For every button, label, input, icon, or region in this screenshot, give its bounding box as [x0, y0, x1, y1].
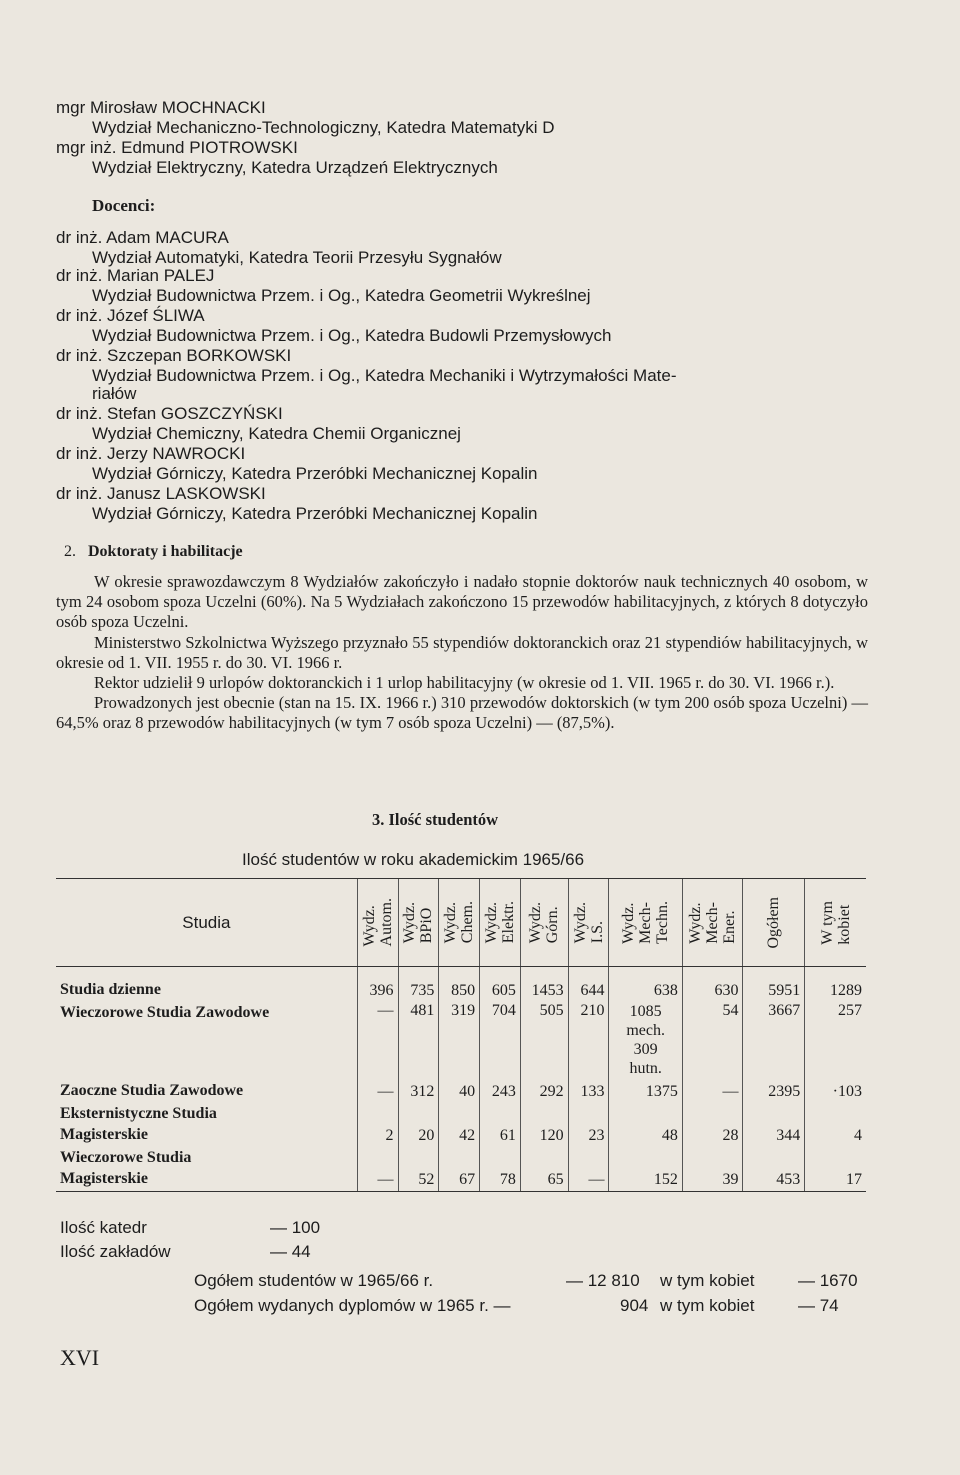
- table-cell: 319: [439, 1002, 480, 1080]
- table-cell: 396: [357, 967, 398, 1003]
- table-cell: 257: [805, 1002, 866, 1080]
- column-header: [439, 879, 480, 967]
- column-header: Studia: [56, 879, 357, 967]
- table-cell: —: [357, 1080, 398, 1103]
- table-cell: 120: [520, 1103, 568, 1147]
- person-dept: Wydział Budownictwa Przem. i Og., Katedra Budowli Przemysłowych: [92, 326, 612, 345]
- person-dept: Wydział Budownictwa Przem. i Og., Katedra Geometrii Wykreślnej: [92, 286, 591, 305]
- table-cell: 28: [682, 1103, 743, 1147]
- person-name: dr inż. Janusz LASKOWSKI: [56, 484, 266, 503]
- column-header: [568, 879, 609, 967]
- table-cell: 65: [520, 1147, 568, 1192]
- section-title: 3. Ilość studentów: [372, 810, 499, 829]
- table-row: [56, 1002, 866, 1080]
- table-cell: 4: [805, 1103, 866, 1147]
- column-label: W tym kobiet: [818, 900, 853, 945]
- person-dept: Wydział Elektryczny, Katedra Urządzeń Elektrycznych: [92, 158, 498, 177]
- count-label: Ilość katedr: [60, 1218, 147, 1237]
- count-value: — 100: [270, 1218, 321, 1237]
- person-dept: Wydział Górniczy, Katedra Przeróbki Mechanicznej Kopalin: [92, 464, 538, 483]
- row-label: Zaoczne Studia Zawodowe: [60, 1082, 244, 1099]
- table-cell: ·103: [805, 1080, 866, 1103]
- count-label: Ilość zakładów: [60, 1242, 171, 1261]
- table-cell: 48: [609, 1103, 682, 1147]
- table-row: [56, 967, 866, 1003]
- table-cell: 23: [568, 1103, 609, 1147]
- row-label-line: Wieczorowe Studia: [60, 1149, 192, 1166]
- table-cell: —: [568, 1147, 609, 1192]
- column-label: Wydz. Chem.: [442, 901, 477, 944]
- table-cell: 344: [743, 1103, 805, 1147]
- table-cell: 292: [520, 1080, 568, 1103]
- column-header: [357, 879, 398, 967]
- person-dept: Wydział Chemiczny, Katedra Chemii Organicznej: [92, 424, 461, 443]
- section-number: 2.: [64, 543, 76, 560]
- person-name: dr inż. Józef ŚLIWA: [56, 306, 205, 325]
- paragraph: Ministerstwo Szkolnictwa Wyższego przyznało 55 stypendiów doktoranckich oraz 21 stypendiów habilitacyjnych, w okresie od 1. VII. 1955 r. do 30. VI. 1966 r.: [56, 632, 868, 672]
- person-name: dr inż. Marian PALEJ: [56, 266, 215, 285]
- table-row: [56, 1103, 866, 1147]
- table-cell: —: [682, 1080, 743, 1103]
- table-cell: 210: [568, 1002, 609, 1080]
- table-cell: 54: [682, 1002, 743, 1080]
- table-cell: 605: [480, 967, 521, 1003]
- table-cell: 152: [609, 1147, 682, 1192]
- table-cell: 133: [568, 1080, 609, 1103]
- column-label: Wydz. Autom.: [360, 898, 395, 947]
- column-label: Wydz. Mech- Ener.: [687, 901, 739, 944]
- table-cell: 453: [743, 1147, 805, 1192]
- person-name: dr inż. Szczepan BORKOWSKI: [56, 346, 292, 365]
- table-cell: 52: [398, 1147, 439, 1192]
- table-cell: 505: [520, 1002, 568, 1080]
- row-label-line: Magisterskie: [60, 1170, 148, 1187]
- total-sub-label: w tym kobiet: [660, 1271, 755, 1290]
- cell-note: 309: [633, 1041, 658, 1058]
- column-header: [609, 879, 682, 967]
- table-cell: 3667: [743, 1002, 805, 1080]
- column-header: [398, 879, 439, 967]
- table-cell: —: [357, 1002, 398, 1080]
- table-cell: 243: [480, 1080, 521, 1103]
- paragraph: Rektor udzielił 9 urlopów doktoranckich i 1 urlop habilitacyjny (w okresie od 1. VII. 1965 r. do 30. VI. 1966 r.).: [94, 673, 835, 693]
- table-cell: 638: [609, 967, 682, 1003]
- total-value: — 12 810: [566, 1271, 640, 1290]
- table-cell: 67: [439, 1147, 480, 1192]
- count-value: — 44: [270, 1242, 311, 1261]
- person-dept: Wydział Górniczy, Katedra Przeróbki Mechanicznej Kopalin: [92, 504, 538, 523]
- paragraph: W okresie sprawozdawczym 8 Wydziałów zakończyło i nadało stopnie doktorów nauk technicznych 40 osobom, w tym 24 osobom spoza Uczelni (60%). Na 5 Wydziałach zakończono 15 przewodów habilitacyjnych, z których 8 dotyczyło osób spoza Uczelni.: [56, 572, 868, 632]
- table-cell: 5951: [743, 967, 805, 1003]
- table-cell: [609, 1002, 682, 1080]
- total-label: Ogółem studentów w 1965/66 r.: [194, 1271, 434, 1290]
- docenci-heading: Docenci:: [92, 196, 156, 215]
- column-header: [743, 879, 805, 967]
- table-cell: 2: [357, 1103, 398, 1147]
- table-cell: 1453: [520, 967, 568, 1003]
- section-body: [56, 572, 868, 734]
- students-table: [56, 878, 866, 1192]
- total-value: 904: [620, 1296, 649, 1315]
- total-sub-label: w tym kobiet: [660, 1296, 755, 1315]
- person-dept-cont: riałów: [92, 384, 137, 403]
- column-header: [520, 879, 568, 967]
- table-cell: 40: [439, 1080, 480, 1103]
- table-cell: 17: [805, 1147, 866, 1192]
- table-cell: 481: [398, 1002, 439, 1080]
- table-cell: 39: [682, 1147, 743, 1192]
- section-title: Doktoraty i habilitacje: [88, 543, 243, 560]
- person-name: mgr Mirosław MOCHNACKI: [56, 98, 266, 117]
- column-label: Wydz. Górn.: [527, 901, 562, 944]
- row-label-line: Magisterskie: [60, 1126, 148, 1143]
- column-header: [805, 879, 866, 967]
- table-row: [56, 1080, 866, 1103]
- column-header: [480, 879, 521, 967]
- table-cell: 2395: [743, 1080, 805, 1103]
- table-cell: 312: [398, 1080, 439, 1103]
- table-cell: 1375: [609, 1080, 682, 1103]
- row-label: [56, 1147, 357, 1192]
- column-label: Ogółem: [765, 896, 783, 949]
- person-dept: Wydział Budownictwa Przem. i Og., Katedra Mechaniki i Wytrzymałości Mate-: [92, 366, 677, 385]
- table-row: [56, 1147, 866, 1192]
- table-cell: 1289: [805, 967, 866, 1003]
- row-label: Wieczorowe Studia Zawodowe: [60, 1004, 270, 1021]
- table-header-row: [56, 879, 866, 967]
- column-label: Wydz. BPiO: [401, 901, 436, 944]
- person-name: dr inż. Adam MACURA: [56, 228, 229, 247]
- table-cell: 20: [398, 1103, 439, 1147]
- person-dept: Wydział Automatyki, Katedra Teorii Przesyłu Sygnałów: [92, 248, 502, 267]
- person-dept: Wydział Mechaniczno-Technologiczny, Katedra Matematyki D: [92, 118, 555, 137]
- table-cell: —: [357, 1147, 398, 1192]
- column-label: Wydz. Elektr.: [483, 901, 517, 944]
- person-name: dr inż. Stefan GOSZCZYŃSKI: [56, 404, 283, 423]
- section-heading: [64, 542, 243, 562]
- table-caption: Ilość studentów w roku akademickim 1965/66: [242, 850, 585, 869]
- person-name: mgr inż. Edmund PIOTROWSKI: [56, 138, 298, 157]
- paragraph: Prowadzonych jest obecnie (stan na 15. IX. 1966 r.) 310 przewodów doktorskich (w tym 200 osób spoza Uczelni) — 64,5% oraz 8 przewodów habilitacyjnych (w tym 7 osób spoza Uczelni) — (87,5%).: [56, 693, 868, 733]
- total-sub-value: — 1670: [798, 1271, 858, 1290]
- page-number: XVI: [60, 1345, 100, 1370]
- row-label: Studia dzienne: [60, 981, 161, 998]
- cell-note: mech.: [626, 1022, 665, 1039]
- row-label-line: Eksternistyczne Studia: [60, 1105, 217, 1122]
- person-name: dr inż. Jerzy NAWROCKI: [56, 444, 246, 463]
- column-label: Wydz. I.S.: [571, 901, 606, 944]
- cell-value: 1085: [629, 1003, 662, 1020]
- total-label: Ogółem wydanych dyplomów w 1965 r. —: [194, 1296, 511, 1315]
- column-label: Wydz. Mech- Techn.: [620, 901, 672, 944]
- row-label: [56, 1103, 357, 1147]
- table-cell: 735: [398, 967, 439, 1003]
- total-sub-value: — 74: [798, 1296, 839, 1315]
- table-cell: 644: [568, 967, 609, 1003]
- table-cell: 630: [682, 967, 743, 1003]
- table-cell: 78: [480, 1147, 521, 1192]
- column-header: [682, 879, 743, 967]
- table-cell: 850: [439, 967, 480, 1003]
- table-cell: 42: [439, 1103, 480, 1147]
- cell-note: hutn.: [629, 1060, 662, 1077]
- table-cell: 704: [480, 1002, 521, 1080]
- table-cell: 61: [480, 1103, 521, 1147]
